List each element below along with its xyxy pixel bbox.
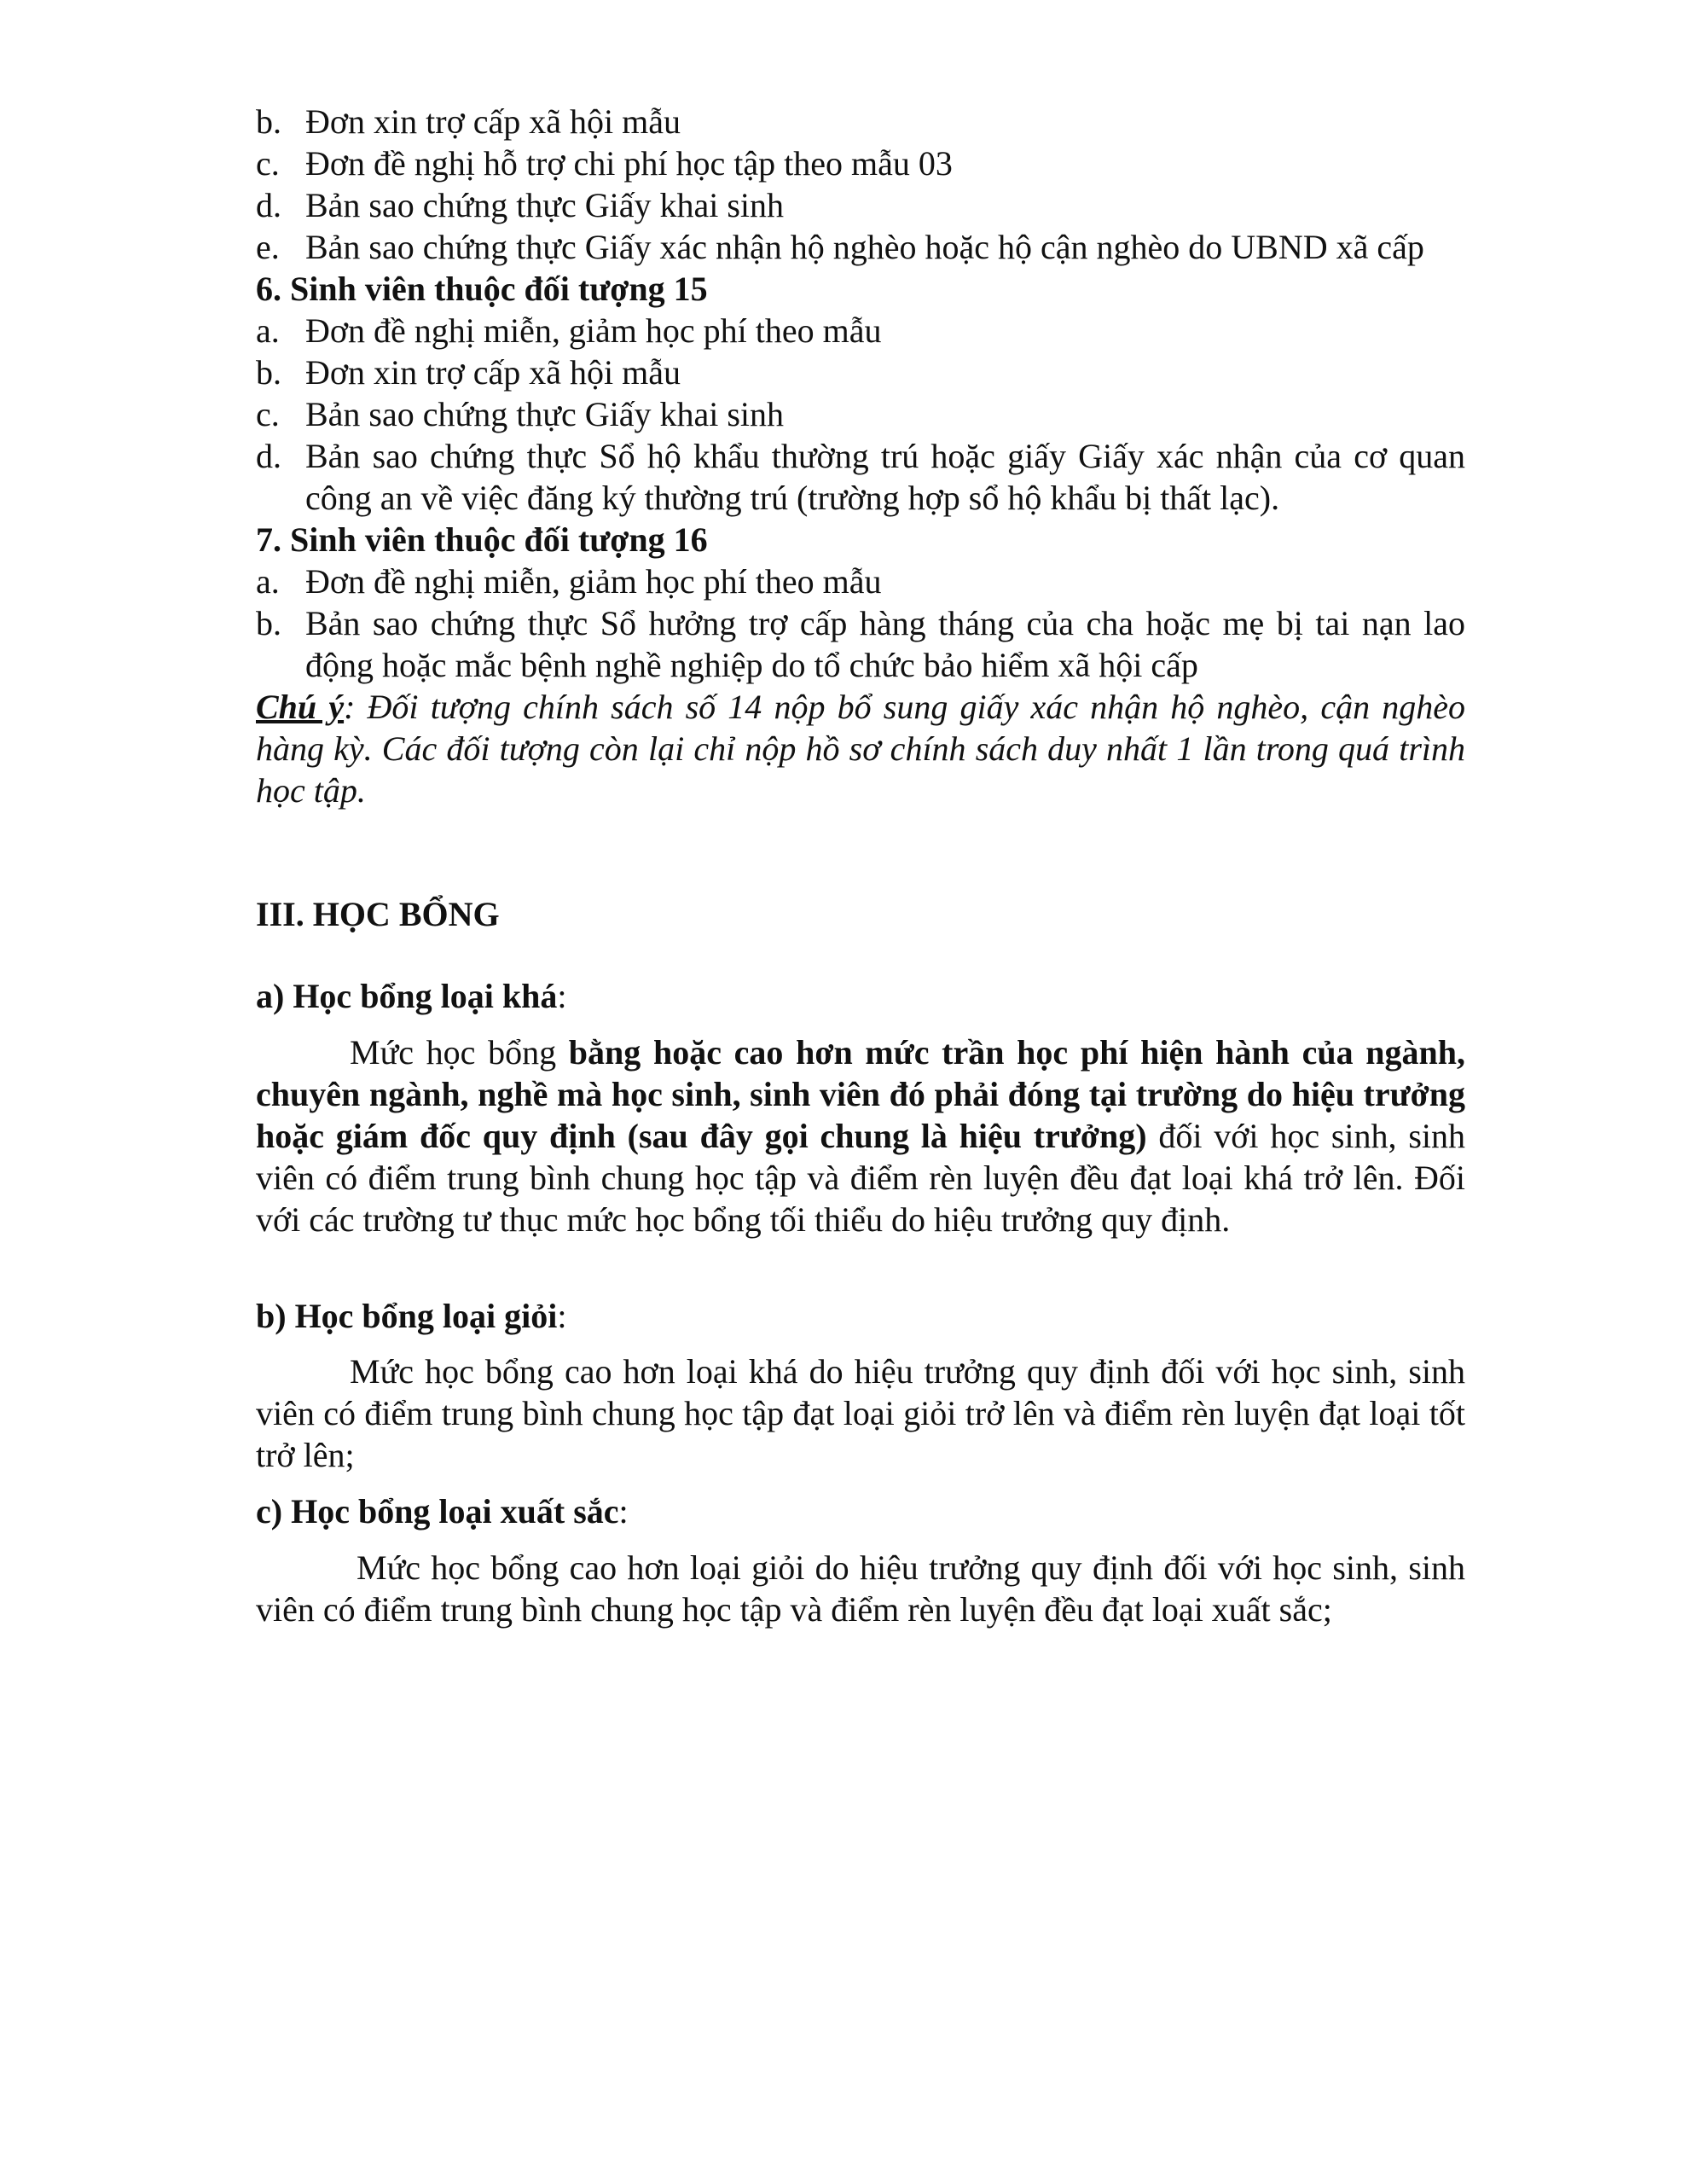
scholarship-gioi-heading [256, 1295, 1465, 1337]
list-item [256, 184, 1465, 226]
gioi-heading-colon: : [557, 1297, 567, 1335]
list-item-text: Đơn đề nghị hỗ trợ chi phí học tập theo mẫu 03 [305, 144, 953, 183]
list-item-text: Bản sao chứng thực Giấy khai sinh [305, 395, 785, 433]
list-marker: a. [256, 562, 280, 601]
list-item-text: Đơn xin trợ cấp xã hội mẫu [305, 102, 681, 141]
list-item-text: Bản sao chứng thực Giấy xác nhận hộ nghèo hoặc hộ cận nghèo do UBND xã cấp [305, 228, 1424, 266]
scholarship-xuat-sac-paragraph: Mức học bổng cao hơn loại giỏi do hiệu trưởng quy định đối với học sinh, sinh viên có điểm trung bình chung học tập và điểm rèn luyện đều đạt loại xuất sắc; [256, 1548, 1465, 1629]
list-item [256, 351, 1465, 393]
kha-heading-colon: : [557, 977, 567, 1015]
section-6-heading: 6. Sinh viên thuộc đối tượng 15 [256, 270, 708, 308]
scholarship-heading: III. HỌC BỔNG [256, 895, 500, 933]
scholarship-kha-heading [256, 975, 1465, 1017]
kha-lead: Mức học bổng [350, 1033, 569, 1072]
xuat-sac-heading-text: c) Học bổng loại xuất sắc [256, 1492, 619, 1531]
list-item-text: Đơn đề nghị miễn, giảm học phí theo mẫu [305, 562, 882, 601]
list-item [256, 393, 1465, 435]
list-marker: e. [256, 228, 280, 266]
list-item [256, 602, 1465, 686]
scholarship-kha-paragraph [256, 1031, 1465, 1240]
kha-bold: bằng hoặc cao hơn mức trần học phí hiện hành của ngành, chuyên ngành, nghề mà học sinh, sinh viên đó phải đóng tại trường do hiệu trưởng hoặc giám đốc quy định (sau đây gọi chung là hiệu trưởng) [256, 1033, 1465, 1155]
gioi-heading-text: b) Học bổng loại giỏi [256, 1297, 558, 1335]
list-marker: c. [256, 144, 280, 183]
list-item [256, 310, 1465, 351]
kha-rest: đối với học sinh, sinh viên có điểm trung bình chung học tập và điểm rèn luyện đều đạt loại khá trở lên. Đối với các trường tư thục mức học bổng tối thiểu do hiệu trưởng quy định. [256, 1117, 1465, 1239]
list-marker: d. [256, 186, 281, 224]
list-item [256, 101, 1465, 142]
note-text: : Đối tượng chính sách số 14 nộp bổ sung giấy xác nhận hộ nghèo, cận nghèo hàng kỳ. Các đối tượng còn lại chỉ nộp hồ sơ chính sách duy nhất 1 lần trong quá trình học tập. [256, 688, 1465, 810]
list-item [256, 142, 1465, 184]
xuat-sac-heading-colon: : [618, 1492, 629, 1531]
list-item-text: Bản sao chứng thực Sổ hộ khẩu thường trú hoặc giấy Giấy xác nhận của cơ quan công an về việc đăng ký thường trú (trường hợp sổ hộ khẩu bị thất lạc). [305, 437, 1465, 517]
list-marker: c. [256, 395, 280, 433]
list-item-text: Bản sao chứng thực Sổ hưởng trợ cấp hàng tháng của cha hoặc mẹ bị tai nạn lao động hoặc mắc bệnh nghề nghiệp do tổ chức bảo hiểm xã hội cấp [305, 604, 1465, 684]
note-label: Chú ý [256, 688, 345, 726]
list-item-text: Đơn xin trợ cấp xã hội mẫu [305, 353, 681, 392]
list-item-text: Đơn đề nghị miễn, giảm học phí theo mẫu [305, 311, 882, 350]
list-item-text: Bản sao chứng thực Giấy khai sinh [305, 186, 785, 224]
list-marker: b. [256, 604, 281, 642]
scholarship-gioi-paragraph: Mức học bổng cao hơn loại khá do hiệu trưởng quy định đối với học sinh, sinh viên có điểm trung bình chung học tập đạt loại giỏi trở lên và điểm rèn luyện đạt loại tốt trở lên; [256, 1352, 1465, 1474]
list-item [256, 435, 1465, 519]
note-paragraph [256, 686, 1465, 811]
list-marker: d. [256, 437, 281, 475]
list-marker: b. [256, 353, 281, 392]
list-marker: b. [256, 102, 281, 141]
list-marker: a. [256, 311, 280, 350]
list-item [256, 561, 1465, 602]
section-tail-list [256, 101, 1465, 811]
list-item [256, 226, 1465, 268]
scholarship-xuat-sac-heading [256, 1490, 1465, 1532]
section-7-heading: 7. Sinh viên thuộc đối tượng 16 [256, 520, 708, 559]
kha-heading-text: a) Học bổng loại khá [256, 977, 558, 1015]
